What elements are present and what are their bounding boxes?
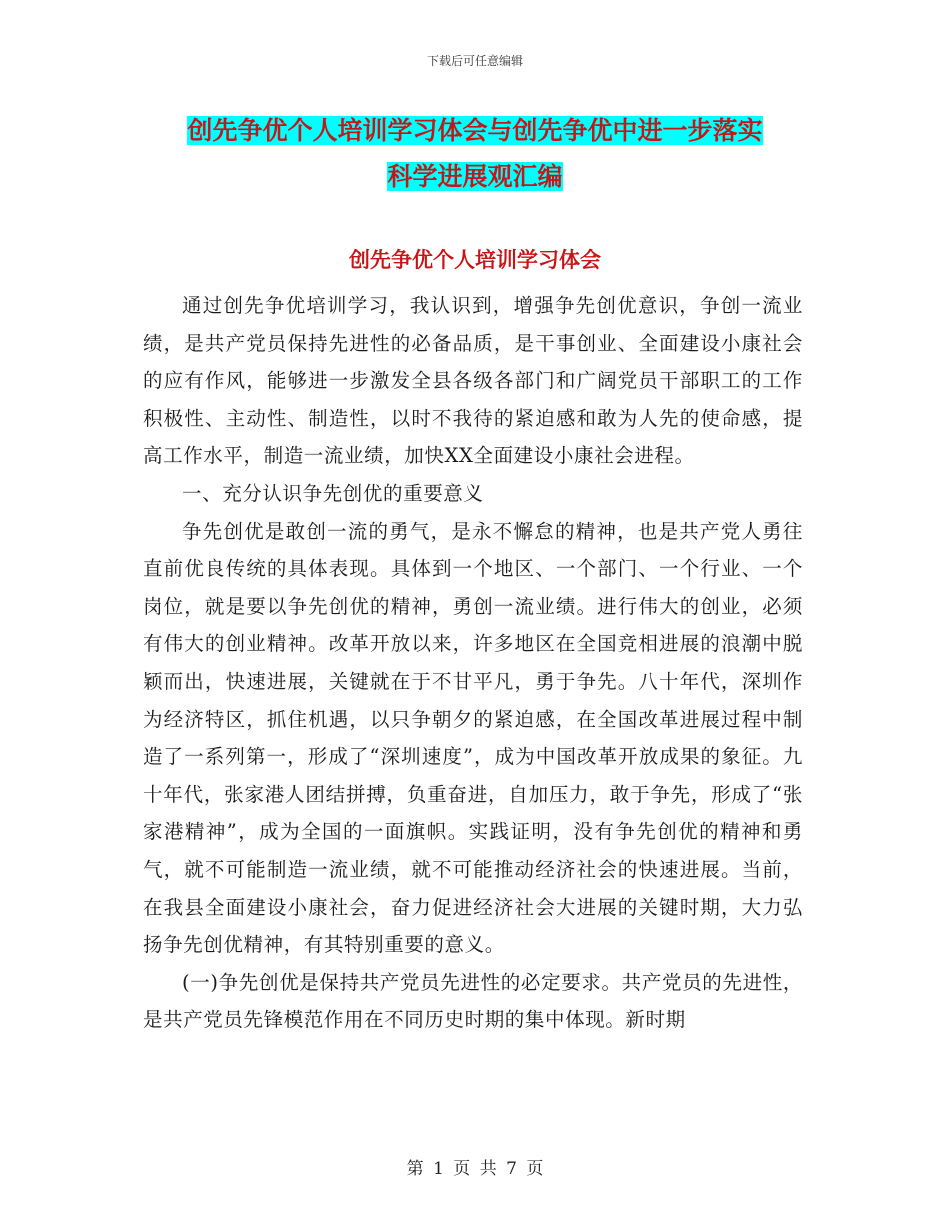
- document-title-line-2: 科学进展观汇编: [387, 162, 563, 191]
- paragraph: 争先创优是敢创一流的勇气，是永不懈怠的精神，也是共产党人勇往直前优良传统的具体表现。具体到一个地区、一个部门、一个行业、一个岗位，就是要以争先创优的精神，勇创一流业绩。进行伟大的创业，必须有伟大的创业精神。改革开放以来，许多地区在全国竞相进展的浪潮中脱颖而出，快速进展，关键就在于不甘平凡，勇于争先。八十年代，深圳作为经济特区，抓住机遇，以只争朝夕的紧迫感，在全国改革进展过程中制造了一系列第一，形成了“深圳速度”，成为中国改革开放成果的象征。九十年代，张家港人团结拼搏，负重奋进，自加压力，敢于争先，形成了“张家港精神”，成为全国的一面旗帜。实践证明，没有争先创优的精神和勇气，就不可能制造一流业绩，就不可能推动经济社会的快速进展。当前，在我县全面建设小康社会，奋力促进经济社会大进展的关键时期，大力弘扬争先创优精神，有其特别重要的意义。: [143, 519, 803, 957]
- subheading: 一、充分认识争先创优的重要意义: [182, 481, 484, 505]
- document-title: [100, 108, 850, 200]
- paragraph: 通过创先争优培训学习，我认识到，增强争先创优意识，争创一流业绩，是共产党员保持先进性的必备品质，是干事创业、全面建设小康社会的应有作风，能够进一步激发全县各级各部门和广阔党员干部职工的工作积极性、主动性、制造性，以时不我待的紧迫感和敢为人先的使命感，提高工作水平，制造一流业绩，加快XX全面建设小康社会进程。: [143, 294, 803, 468]
- page-number: 第 1 页 共 7 页: [406, 1159, 544, 1179]
- section-title: 创先争优个人培训学习体会: [349, 248, 601, 272]
- document-body: [143, 287, 803, 1039]
- document-title-line-1: 创先争优个人培训学习体会与创先争优中进一步落实: [187, 116, 763, 145]
- header-note: 下载后可任意编辑: [426, 54, 523, 68]
- paragraph: (一)争先创优是保持共产党员先进性的必定要求。共产党员的先进性，是共产党员先锋模范作用在不同历史时期的集中体现。新时期: [143, 970, 803, 1032]
